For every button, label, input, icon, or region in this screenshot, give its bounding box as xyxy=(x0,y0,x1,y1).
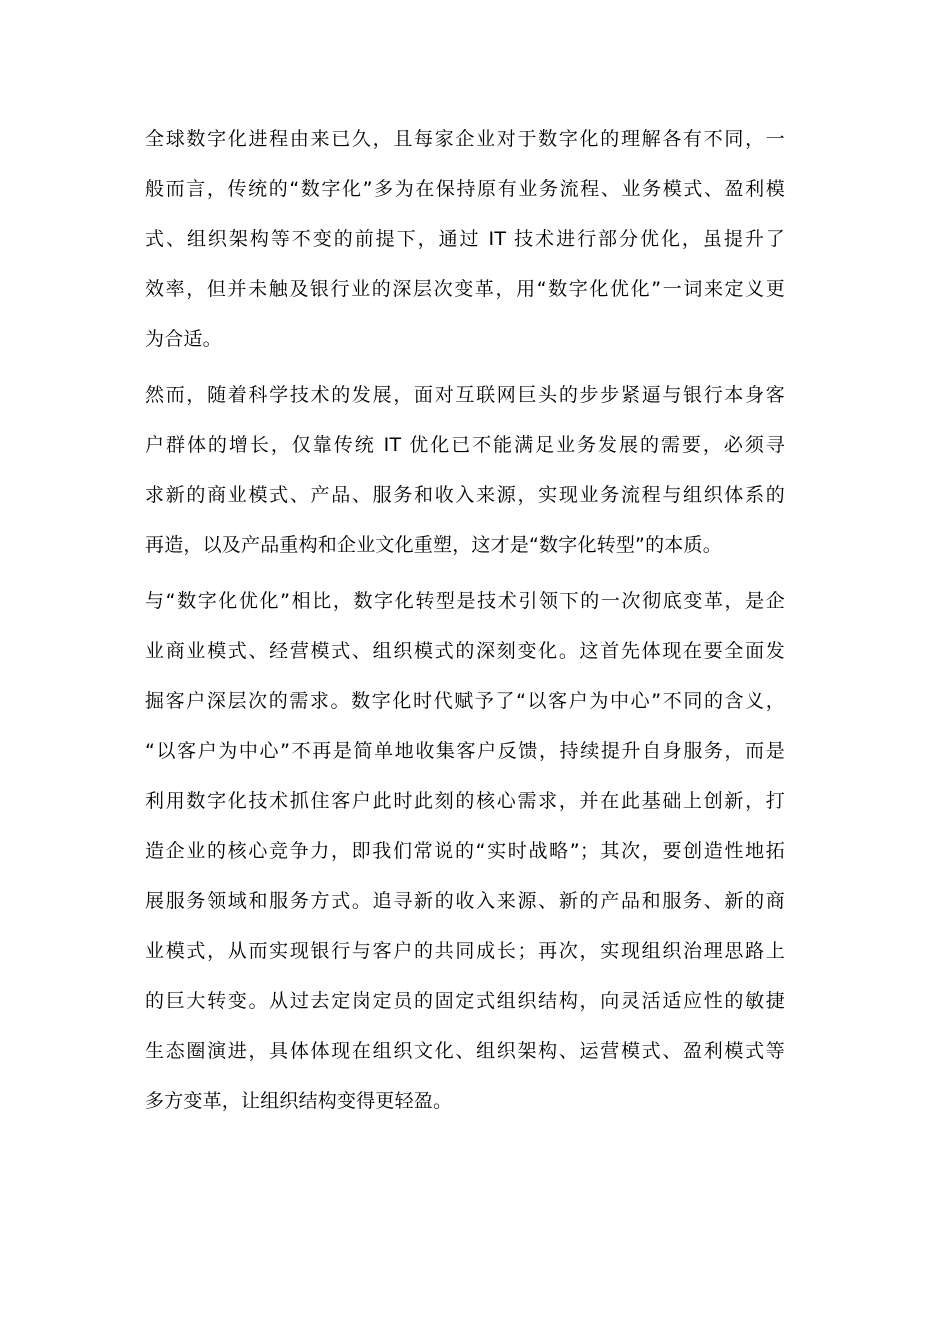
text-line: 多方变革，让组织结构变得更轻盈。 xyxy=(145,1090,453,1112)
text-line: 造企业的核心竞争力，即我们常说的“实时战略”；其次，要创造性地拓 xyxy=(145,840,785,862)
text-line: 业模式，从而实现银行与客户的共同成长；再次，实现组织治理思路上 xyxy=(145,940,785,962)
text-line: “以客户为中心”不再是简单地收集客户反馈，持续提升自身服务，而是 xyxy=(145,740,785,762)
text-line: 式、组织架构等不变的前提下，通过 IT 技术进行部分优化，虽提升了 xyxy=(145,228,785,250)
text-line: 业商业模式、经营模式、组织模式的深刻变化。这首先体现在要全面发 xyxy=(145,640,785,662)
text-line: 效率，但并未触及银行业的深层次变革，用“数字化优化”一词来定义更 xyxy=(145,278,785,300)
text-line: 全球数字化进程由来已久，且每家企业对于数字化的理解各有不同，一 xyxy=(145,128,785,150)
paragraph-3 xyxy=(145,576,785,1126)
text-line: 为合适。 xyxy=(145,328,222,350)
text-line: 户群体的增长，仅靠传统 IT 优化已不能满足业务发展的需要，必须寻 xyxy=(145,434,785,456)
paragraph-1 xyxy=(145,114,785,364)
text-line: 生态圈演进，具体体现在组织文化、组织架构、运营模式、盈利模式等 xyxy=(145,1040,785,1062)
text-line: 展服务领域和服务方式。追寻新的收入来源、新的产品和服务、新的商 xyxy=(145,890,785,912)
text-line: 然而，随着科学技术的发展，面对互联网巨头的步步紧逼与银行本身客 xyxy=(145,384,785,406)
text-line: 掘客户深层次的需求。数字化时代赋予了“以客户为中心”不同的含义， xyxy=(145,690,785,712)
text-line: 求新的商业模式、产品、服务和收入来源，实现业务流程与组织体系的 xyxy=(145,484,785,506)
text-line: 再造，以及产品重构和企业文化重塑，这才是“数字化转型”的本质。 xyxy=(145,534,722,556)
text-line: 的巨大转变。从过去定岗定员的固定式组织结构，向灵活适应性的敏捷 xyxy=(145,990,785,1012)
text-line: 般而言，传统的“数字化”多为在保持原有业务流程、业务模式、盈利模 xyxy=(145,178,785,200)
paragraph-2 xyxy=(145,370,785,570)
text-line: 利用数字化技术抓住客户此时此刻的核心需求，并在此基础上创新，打 xyxy=(145,790,785,812)
document-body xyxy=(145,114,785,1132)
text-line: 与“数字化优化”相比，数字化转型是技术引领下的一次彻底变革，是企 xyxy=(145,590,785,612)
